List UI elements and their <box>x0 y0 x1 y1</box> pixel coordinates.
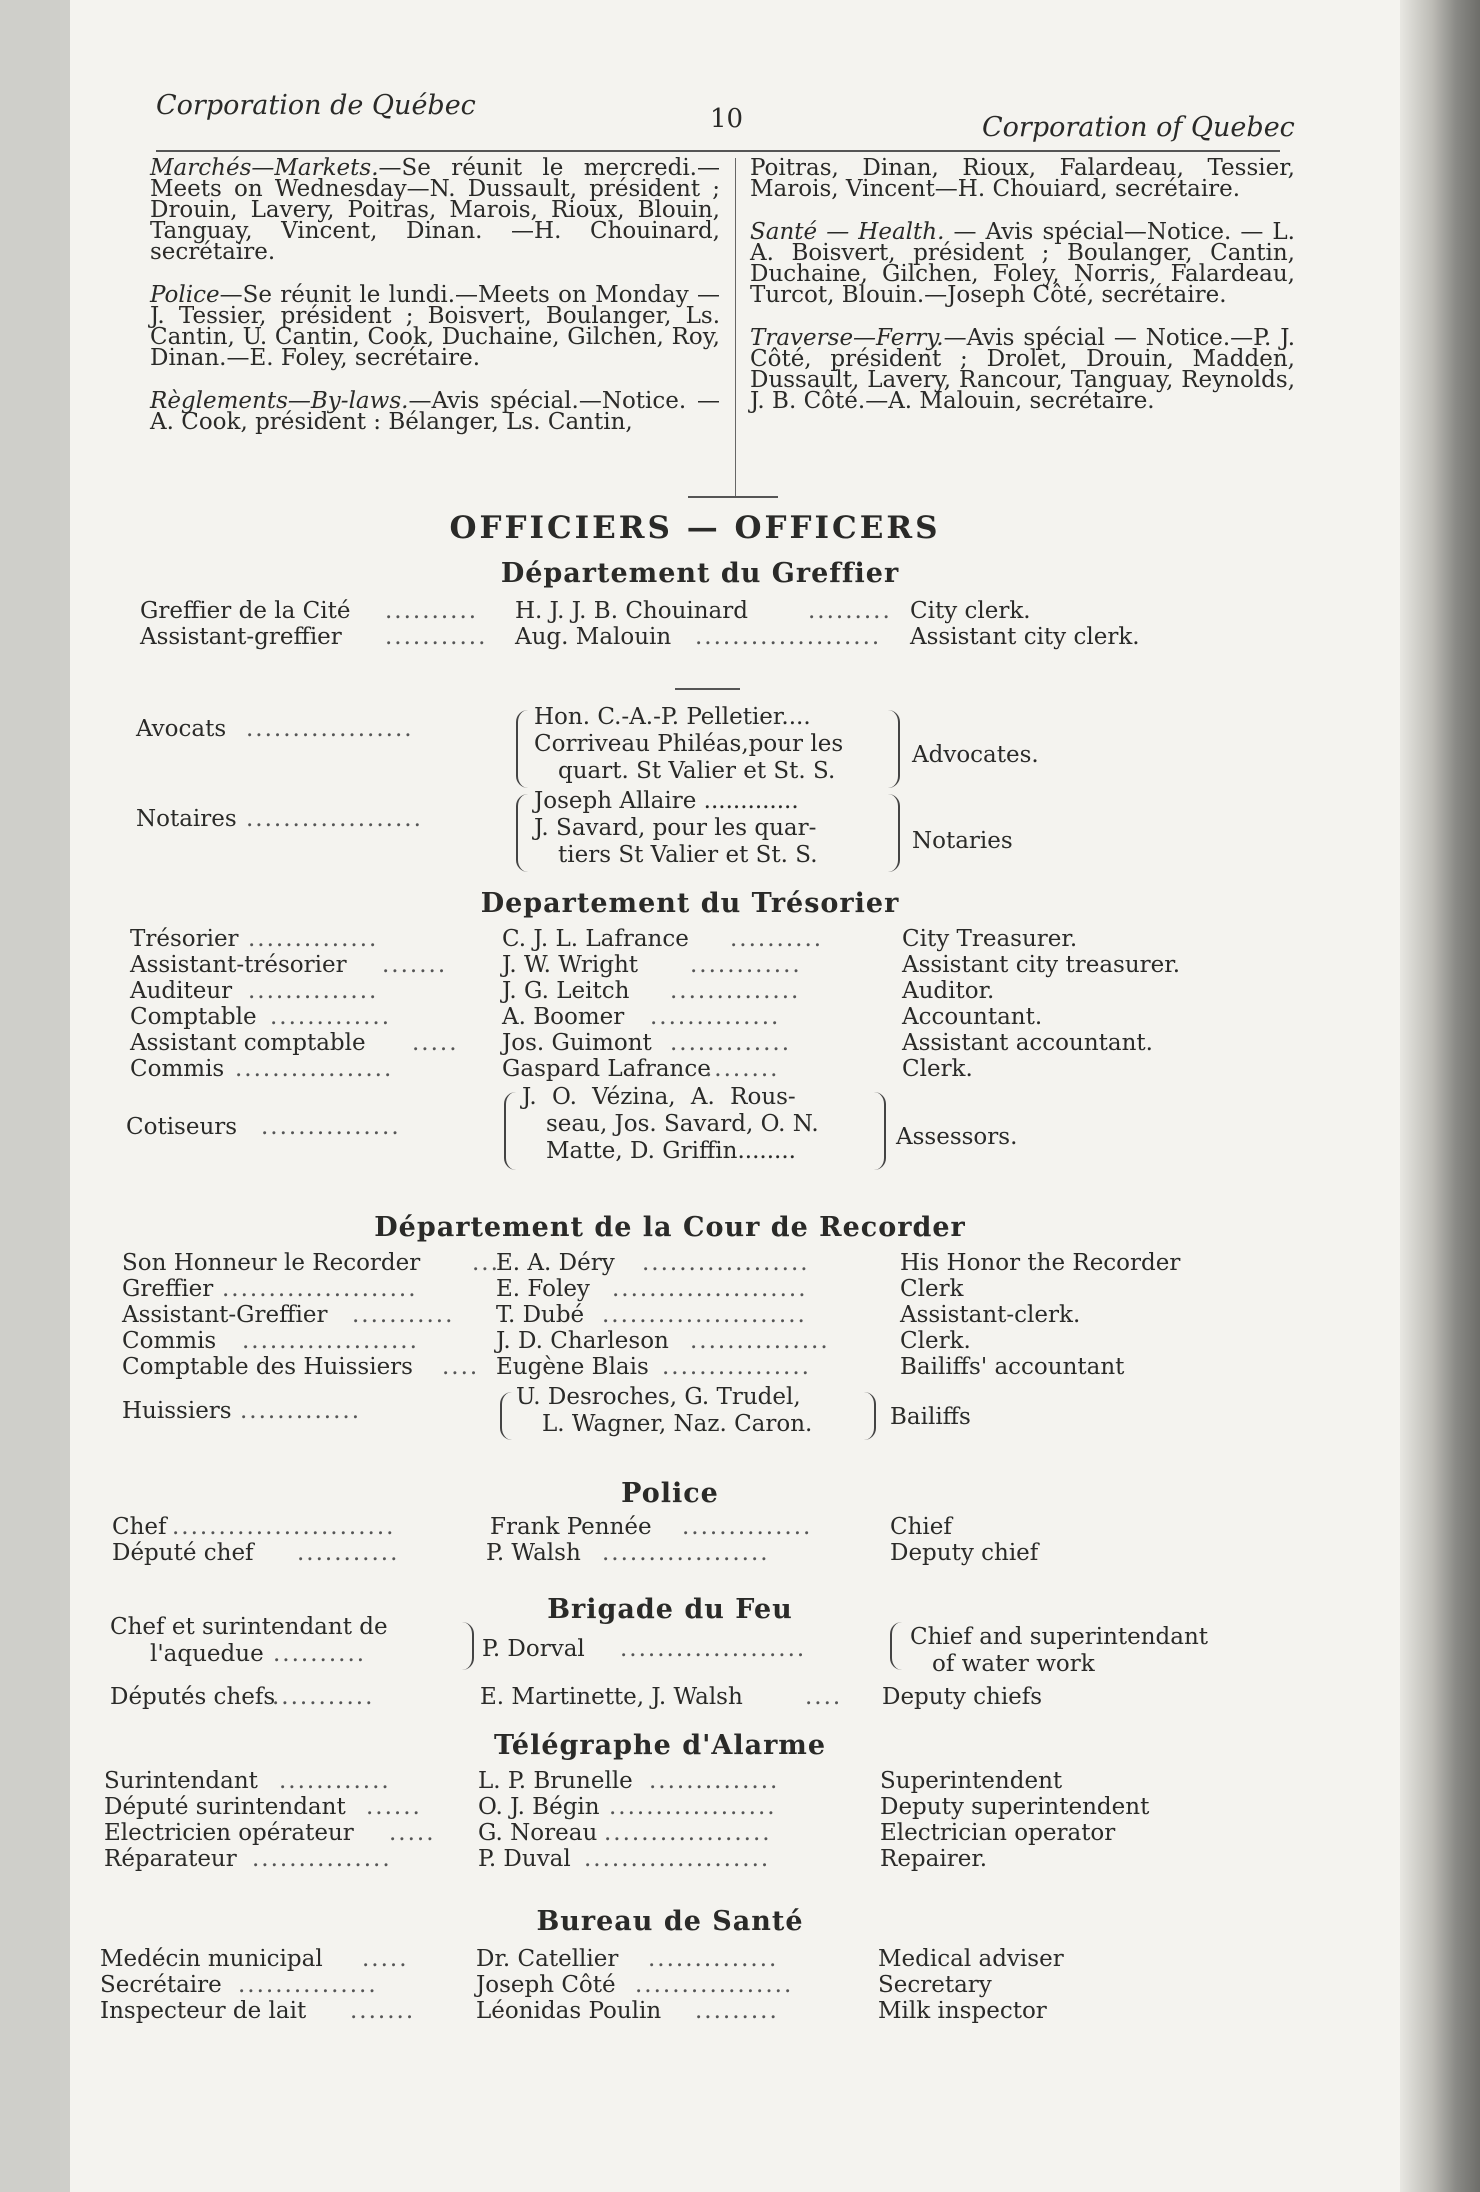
french-title: Avocats <box>136 716 227 742</box>
committee-text: — Avis spécial—Notice. — L. A. Boisvert, président ; Boulanger, Cantin, Duchaine, Gilchen, Foley, Norris, Falardeau, Turcot, Blouin.—Joseph Côté, secrétaire. <box>750 219 1295 308</box>
officer-name: Léonidas Poulin <box>476 1998 662 2024</box>
left-brace <box>500 1392 512 1440</box>
right-brace <box>864 1392 876 1440</box>
right-brace <box>874 1092 886 1170</box>
french-title: Greffier de la Cité <box>140 598 351 624</box>
committees-right-column <box>750 155 1295 434</box>
cotiseurs-block: Cotiseurs ............... J. O. Vézina, A. Rous- seau, Jos. Savard, O. N. Matte, D. Griffin........ Assessors. <box>126 1084 1126 1174</box>
english-title: Accountant. <box>902 1004 1043 1030</box>
left-brace <box>516 710 528 788</box>
officer-name: Corriveau Philéas,pour les <box>534 731 844 757</box>
english-title: City Treasurer. <box>902 926 1078 952</box>
french-title: Commis <box>122 1328 217 1354</box>
header-left: Corporation de Québec <box>156 90 476 121</box>
french-title: Chef et surintendant de l'aquedue .......... <box>110 1614 388 1667</box>
officer-name: E. Martinette, J. Walsh <box>480 1684 743 1710</box>
section-rule <box>688 496 778 498</box>
officer-name: J. O. Vézina, A. Rous- <box>522 1084 796 1110</box>
french-title: Comptable des Huissiers <box>122 1354 413 1380</box>
alarme-title: Télégraphe d'Alarme <box>493 1730 827 1761</box>
french-title: Commis <box>130 1056 225 1082</box>
committee-title: Santé — Health. <box>750 219 945 245</box>
english-title: Assistant-clerk. <box>900 1302 1081 1328</box>
officer-name: H. J. J. B. Chouinard <box>515 598 748 624</box>
english-title: Assistant city clerk. <box>910 624 1140 650</box>
officer-name: Joseph Allaire ............. <box>534 788 799 814</box>
english-title: Chief <box>890 1514 952 1540</box>
left-brace <box>516 794 528 872</box>
english-title-line: Chief and superintendant <box>910 1624 1209 1650</box>
officer-name: Matte, D. Griffin........ <box>546 1138 796 1164</box>
committee-title: Police <box>150 282 220 308</box>
french-title: Auditeur <box>130 978 233 1004</box>
english-title: Assistant accountant. <box>902 1030 1153 1056</box>
english-title: Advocates. <box>912 742 1039 768</box>
english-title <box>910 1624 1208 1678</box>
header-right: Corporation of Quebec <box>982 112 1295 143</box>
english-title: Deputy superintendent <box>880 1794 1150 1820</box>
tresorier-title: Departement du Trésorier <box>480 888 900 919</box>
english-title: Deputy chief <box>890 1540 1039 1566</box>
right-brace <box>888 794 900 872</box>
french-title: Réparateur <box>104 1846 237 1872</box>
avocats-block: Avocats .................. Hon. C.-A.-P. Pelletier.... Corriveau Philéas,pour les quart. St Valier et St. S. Advocates. <box>136 704 1136 794</box>
english-title: Bailiffs <box>890 1404 971 1430</box>
officer-name: G. Noreau <box>478 1820 598 1846</box>
section-rule <box>675 688 740 690</box>
french-title: Huissiers <box>122 1398 232 1424</box>
committee-title: Traverse—Ferry. <box>750 325 944 351</box>
french-title-line: l'aquedue <box>150 1641 264 1667</box>
french-title: Assistant-Greffier <box>122 1302 328 1328</box>
officer-names <box>534 704 843 785</box>
officer-name: J. W. Wright <box>502 952 639 978</box>
officer-name: U. Desroches, G. Trudel, <box>516 1384 801 1410</box>
committee-text: —Avis spécial — Notice.—P. J. Côté, président ; Drolet, Drouin, Madden, Dussault, Lavery, Rancour, Tanguay, Reynolds, J. B. Côté.—A. Malouin, secrétaire. <box>750 325 1295 414</box>
french-title: Electricien opérateur <box>104 1820 354 1846</box>
page-content <box>100 60 1300 435</box>
left-brace <box>504 1092 516 1170</box>
english-title: Notaries <box>912 828 1013 854</box>
officer-name: L. Wagner, Naz. Caron. <box>542 1411 813 1437</box>
officer-names <box>534 788 818 869</box>
english-title: His Honor the Recorder <box>900 1250 1181 1276</box>
column-divider <box>735 158 736 498</box>
english-title: Clerk. <box>902 1056 973 1082</box>
committees-section <box>150 155 1295 503</box>
officer-name: P. Walsh <box>486 1540 581 1566</box>
officer-name: Aug. Malouin <box>515 624 672 650</box>
feu-chef-block: Chef et surintendant de l'aquedue .......... P. Dorval .................... Chief and superintendant of water work <box>110 1614 1209 1677</box>
officer-name: seau, Jos. Savard, O. N. <box>546 1111 819 1137</box>
french-title: Députés chefs <box>110 1684 276 1710</box>
english-title: Assessors. <box>896 1124 1018 1150</box>
english-title: Electrician operator <box>880 1820 1116 1846</box>
officer-name: J. D. Charleson <box>496 1328 669 1354</box>
french-title: Cotiseurs <box>126 1114 238 1140</box>
committee-title: Marchés—Markets. <box>150 155 379 181</box>
english-title: Milk inspector <box>878 1998 1047 2024</box>
officer-name: J. G. Leitch <box>502 978 630 1004</box>
committee-text: Poitras, Dinan, Rioux, Falardeau, Tessier, Marois, Vincent—H. Chouiard, secrétaire. <box>750 155 1295 202</box>
officer-names <box>522 1084 819 1165</box>
committee-entry <box>150 155 720 265</box>
french-title: Assistant-greffier <box>140 624 342 650</box>
english-title: Deputy chiefs <box>882 1684 1043 1710</box>
french-title: Comptable <box>130 1004 257 1030</box>
officer-name: O. J. Bégin <box>478 1794 600 1820</box>
committee-title: Règlements—By-laws. <box>150 388 409 414</box>
english-title: Medical adviser <box>878 1946 1064 1972</box>
police-title: Police <box>621 1478 719 1509</box>
english-title: Clerk. <box>900 1328 971 1354</box>
french-title: Trésorier <box>130 926 239 952</box>
committee-entry <box>150 282 720 371</box>
officer-name: Gaspard Lafrance <box>502 1056 711 1082</box>
sante-title: Bureau de Santé <box>536 1906 804 1937</box>
french-title: Assistant comptable <box>130 1030 366 1056</box>
english-title: Repairer. <box>880 1846 988 1872</box>
committee-entry <box>750 155 1295 202</box>
officer-name: Joseph Côté <box>476 1972 616 1998</box>
french-title: Surintendant <box>104 1768 258 1794</box>
french-title-line: Chef et surintendant de <box>110 1614 388 1640</box>
notaires-block: Notaires ................... Joseph Allaire ............. J. Savard, pour les quar- tiers St Valier et St. S. Notaries <box>136 788 1136 878</box>
french-title: Son Honneur le Recorder <box>122 1250 421 1276</box>
french-title: Greffier <box>122 1276 214 1302</box>
french-title: Notaires <box>136 806 237 832</box>
officer-name: E. A. Déry <box>496 1250 615 1276</box>
header-rule <box>156 150 1280 152</box>
committees-left-column <box>150 155 720 455</box>
english-title: Assistant city treasurer. <box>902 952 1181 978</box>
left-brace <box>890 1622 902 1670</box>
committee-text: —Se réunit le lundi.—Meets on Monday —J. Tessier, président ; Boisvert, Boulanger, Ls. Cantin, U. Cantin, Cook, Duchaine, Gilchen, Roy, Dinan.—E. Foley, secrétaire. <box>150 282 720 371</box>
officers-title: OFFICIERS — OFFICERS <box>449 510 941 546</box>
committee-text: —Se réunit le mercredi.—Meets on Wednesday—N. Dussault, président ; Drouin, Lavery, Poitras, Marois, Rioux, Blouin, Tanguay, Vincent, Dinan. —H. Chouinard, secrétaire. <box>150 155 720 265</box>
english-title: Clerk <box>900 1276 964 1302</box>
english-title: Bailiffs' accountant <box>900 1354 1125 1380</box>
officer-name: C. J. L. Lafrance <box>502 926 689 952</box>
document-page: Corporation de Québec 10 Corporation of Quebec Marchés—Markets.—Se réunit le mercredi.—Meets on Wednesday—N. Dussault, président ; Drouin, Lavery, Poitras, Marois, Rioux, Blouin, Tanguay, Vincent, Dinan. —H. Chouinard, secrétaire. Police—Se réunit le lundi.—Meets on Monday —J. Tessier, président ; Boisvert, Boulanger, Ls. Cantin, U. Cantin, Cook, Duchaine, Gilchen, Roy, Dinan.—E. Foley, secrétaire. Règlements—By-laws.—Avis spécial.—Notice. —A. Cook, président : Bélanger, Ls. Cantin, Poitras, Dinan, Rioux, Falardeau, Tessier, Marois, Vincent—H. Chouiard, secrétaire. Santé — Health. — Avis spécial—Notice. — L. A. Boisvert, président ; Boulanger, Cantin, Duchaine, Gilchen, Foley, Norris, Falardeau, Turcot, Blouin.—Joseph Côté, secrétaire. Traverse—Ferry.—Avis spécial — Notice.—P. J. Côté, président ; Drolet, Drouin, Madden, Dussault, Lavery, Rancour, Tanguay, Reynolds, J. B. Côté.—A. Malouin, secrétaire. OFFICIERS — OFFICERS Département du Greffier Greffier de la Cité .......... H. J. J. B. Chouinard ......... City clerk. Assistant-greffier ........... Aug. Malouin .................... Assistant city clerk. Avocats .................. Hon. C.-A.-P. Pelletier.... Corriveau Philéas,pour les quart. St Valier et St. S. Advocates. Notaires ................... Joseph Allaire ............. J. Savard, pour les quar- tiers St Valier et St. S. Notaries Departement du Trésorier Trésorier .............. C. J. L. Lafrance .......... City Treasurer. Assistant-trésorier ....... J. W. Wright ............ Assistant city treasurer. Auditeur .............. J. G. Leitch .............. Auditor. Comptable ............. A. Boomer .............. Accountant. Assistant comptable ..... Jos. Guimont ............. Assistant accountant. Commis ................. Gaspard Lafrance ........ Clerk. Cotiseurs ............... J. O. Vézina, A. Rous- seau, Jos. Savard, O. N. Matte, D. Griffin........ Assessors. Département de la Cour de Recorder Son Honneur le Recorder ... E. A. Déry .................. His Honor the Recorder Greffier ..................... E. Foley ..................... Clerk Assistant-Greffier ........... T. Dubé ...................... Assistant-clerk. Commis ................... J. D. Charleson ............... Clerk. Comptable des Huissiers .... Eugène Blais ................ Bailiffs' accountant Huissiers ............. U. Desroches, G. Trudel, L. Wagner, Naz. Caron. Bailiffs Police Chef ........................ Frank Pennée .............. Chief Député chef ........... P. Walsh .................. Deputy chief Brigade du Feu Chef et surintendant de l'aquedue .......... P. Dorval .................... Chief and superintendant of water work Députés chefs ........... E. Martinette, J. Walsh .... Deputy chiefs Télégraphe d'Alarme Surintendant ............ L. P. Brunelle .............. Superintendent Député surintendant ...... O. J. Bégin .................. Deputy superintendent Electricien opérateur ..... G. Noreau .................. Electrician operator Réparateur ............... P. Duval .................... Repairer. Bureau de Santé Medécin municipal ..... Dr. Catellier .............. Medical adviser Secrétaire ............... Joseph Côté ................. Secretary Inspecteur de lait ....... Léonidas Poulin ......... Milk inspector <box>0 0 1430 2192</box>
officer-name: Eugène Blais <box>496 1354 649 1380</box>
officer-name: Frank Pennée <box>490 1514 652 1540</box>
officer-name: tiers St Valier et St. S. <box>558 842 818 868</box>
french-title: Chef <box>112 1514 167 1540</box>
page-edge-shadow <box>1400 0 1480 2192</box>
english-title: Secretary <box>878 1972 992 1998</box>
french-title: Député surintendant <box>104 1794 346 1820</box>
committee-text: —Avis spécial.—Notice. —A. Cook, président : Bélanger, Ls. Cantin, <box>150 388 720 435</box>
running-header <box>100 60 1300 143</box>
officer-name: quart. St Valier et St. S. <box>558 758 836 784</box>
officer-name: T. Dubé <box>496 1302 585 1328</box>
officer-name: L. P. Brunelle <box>478 1768 633 1794</box>
officer-name: J. Savard, pour les quar- <box>534 815 817 841</box>
scan-left-margin <box>0 0 70 2192</box>
officer-name: Hon. C.-A.-P. Pelletier.... <box>534 704 811 730</box>
right-brace <box>888 710 900 788</box>
feu-title: Brigade du Feu <box>547 1594 793 1625</box>
french-title: Medécin municipal <box>100 1946 323 1972</box>
french-title: Député chef <box>112 1540 254 1566</box>
officer-name: A. Boomer <box>502 1004 625 1030</box>
greffier-title: Département du Greffier <box>500 558 900 589</box>
officer-name: Dr. Catellier <box>476 1946 619 1972</box>
english-title: Superintendent <box>880 1768 1063 1794</box>
english-title: Auditor. <box>902 978 995 1004</box>
officer-name: P. Dorval <box>482 1636 585 1662</box>
officer-name: P. Duval <box>478 1846 571 1872</box>
english-title-line: of water work <box>932 1651 1095 1677</box>
huissiers-block: Huissiers ............. U. Desroches, G. Trudel, L. Wagner, Naz. Caron. Bailiffs <box>122 1384 1122 1448</box>
page-number: 10 <box>710 104 744 134</box>
recorder-title: Département de la Cour de Recorder <box>374 1212 966 1243</box>
committee-entry <box>150 388 720 435</box>
committee-entry <box>750 219 1295 308</box>
right-brace <box>462 1622 474 1670</box>
french-title: Secrétaire <box>100 1972 222 1998</box>
officer-name: Jos. Guimont <box>502 1030 652 1056</box>
officer-names <box>516 1384 812 1438</box>
french-title: Assistant-trésorier <box>130 952 347 978</box>
committee-entry <box>750 325 1295 414</box>
french-title: Inspecteur de lait <box>100 1998 307 2024</box>
officer-name: E. Foley <box>496 1276 590 1302</box>
english-title: City clerk. <box>910 598 1031 624</box>
